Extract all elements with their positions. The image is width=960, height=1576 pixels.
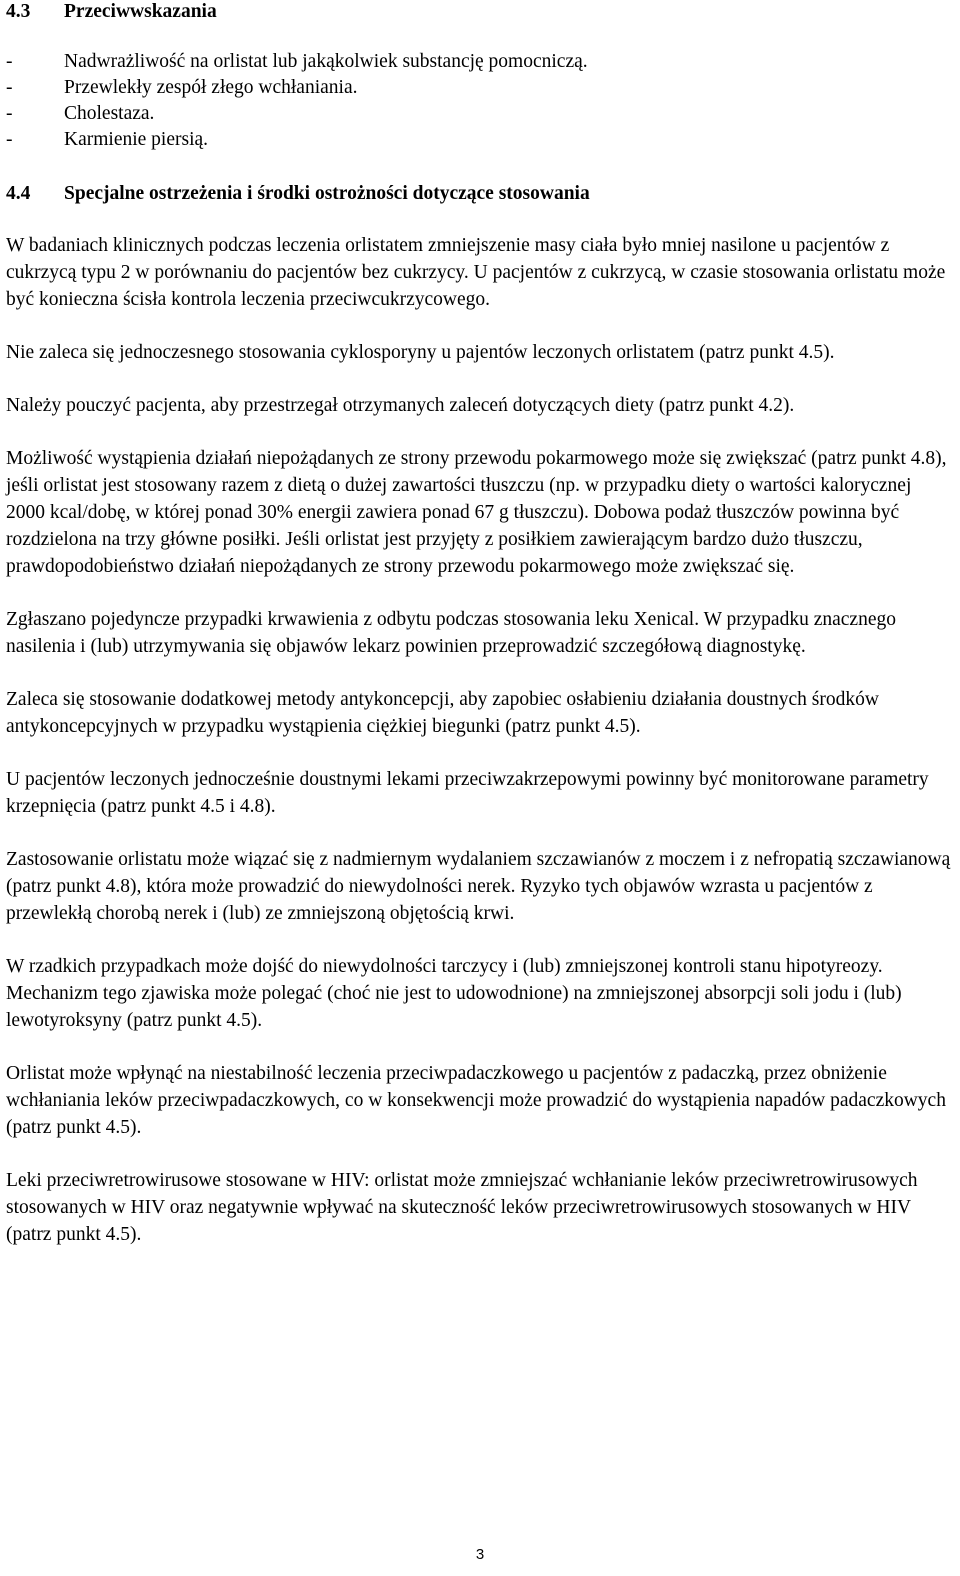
list-item: [6, 49, 954, 75]
list-item: [6, 75, 954, 101]
list-item-text: Cholestaza.: [64, 103, 155, 124]
list-item: [6, 127, 954, 153]
list-item: [6, 101, 954, 127]
list-dash: -: [6, 77, 13, 98]
paragraph-thyroid: W rzadkich przypadkach może dojść do niewydolności tarczycy i (lub) zmniejszonej kontroli stanu hipotyreozy. Mechanizm tego zjawiska może polegać (choć nie jest to udowodnione) na zmniejszonej absorpcji soli jodu i (lub) lewotyroksyny (patrz punkt 4.5).: [6, 956, 902, 1031]
section-title: Przeciwwskazania: [64, 1, 217, 22]
list-dash: -: [6, 129, 13, 150]
document-page: [6, 0, 954, 1563]
paragraph-rectal-bleeding: Zgłaszano pojedyncze przypadki krwawienia z odbytu podczas stosowania leku Xenical. W przypadku znacznego nasilenia i (lub) utrzymywania się objawów lekarz powinien przeprowadzić szczegółową diagnostykę.: [6, 609, 896, 657]
paragraph-contraception: Zaleca się stosowanie dodatkowej metody antykoncepcji, aby zapobiec osłabieniu działania doustnych środków antykoncepcyjnych w przypadku wystąpienia ciężkiej biegunki (patrz punkt 4.5).: [6, 689, 879, 737]
list-dash: -: [6, 103, 13, 124]
section-title: Specjalne ostrzeżenia i środki ostrożności dotyczące stosowania: [64, 183, 590, 204]
paragraph-anticoagulants: U pacjentów leczonych jednocześnie doustnymi lekami przeciwzakrzepowymi powinny być monitorowane parametry krzepnięcia (patrz punkt 4.5 i 4.8).: [6, 769, 929, 817]
paragraph-diet-advice: Należy pouczyć pacjenta, aby przestrzegał otrzymanych zaleceń dotyczących diety (patrz punkt 4.2).: [6, 395, 795, 416]
paragraph-diabetes: W badaniach klinicznych podczas leczenia orlistatem zmniejszenie masy ciała było mniej nasilone u pacjentów z cukrzycą typu 2 w porównaniu do pacjentów bez cukrzycy. U pacjentów z cukrzycą, w czasie stosowania orlistatu może być konieczna ścisła kontrola leczenia przeciwcukrzycowego.: [6, 235, 946, 310]
list-item-text: Karmienie piersią.: [64, 129, 209, 150]
paragraph-cyclosporine: Nie zaleca się jednoczesnego stosowania cyklosporyny u pajentów leczonych orlistatem (patrz punkt 4.5).: [6, 342, 835, 363]
section-heading-4-4: [6, 181, 954, 207]
paragraph-epilepsy: Orlistat może wpłynąć na niestabilność leczenia przeciwpadaczkowego u pacjentów z padaczką, przez obniżenie wchłaniania leków przeciwpadaczkowych, co w konsekwencji może prowadzić do wystąpienia napadów padaczkowych (patrz punkt 4.5).: [6, 1063, 946, 1138]
section-heading-4-3: [6, 0, 954, 25]
section-number: 4.4: [6, 183, 31, 204]
paragraph-hiv: Leki przeciwretrowirusowe stosowane w HIV: orlistat może zmniejszać wchłanianie leków przeciwretrowirusowych stosowanych w HIV oraz negatywnie wpływać na skuteczność leków przeciwretrowirusowych stosowanych w HIV (patrz punkt 4.5).: [6, 1170, 918, 1245]
paragraph-gastrointestinal: Możliwość wystąpienia działań niepożądanych ze strony przewodu pokarmowego może się zwiększać (patrz punkt 4.8), jeśli orlistat jest stosowany razem z dietą o dużej zawartości tłuszczu (np. w przypadku diety o wartości kalorycznej 2000 kcal/dobę, w której ponad 30% energii zawiera ponad 67 g tłuszczu). Dobowa podaż tłuszczów powinna być rozdzielona na trzy główne posiłki. Jeśli orlistat jest przyjęty z posiłkiem zawierającym bardzo dużo tłuszczu, prawdopodobieństwo działań niepożądanych ze strony przewodu pokarmowego może zwiększać się.: [6, 448, 947, 577]
list-item-text: Przewlekły zespół złego wchłaniania.: [64, 77, 358, 98]
contraindications-list: [6, 49, 954, 153]
list-item-text: Nadwrażliwość na orlistat lub jakąkolwiek substancję pomocniczą.: [64, 51, 588, 72]
list-dash: -: [6, 51, 13, 72]
section-number: 4.3: [6, 1, 31, 22]
page-number: 3: [475, 1546, 485, 1563]
paragraph-oxalate: Zastosowanie orlistatu może wiązać się z nadmiernym wydalaniem szczawianów z moczem i z nefropatią szczawianową (patrz punkt 4.8), która może prowadzić do niewydolności nerek. Ryzyko tych objawów wzrasta u pacjentów z przewlekłą chorobą nerek i (lub) ze zmniejszoną objętością krwi.: [6, 849, 951, 924]
